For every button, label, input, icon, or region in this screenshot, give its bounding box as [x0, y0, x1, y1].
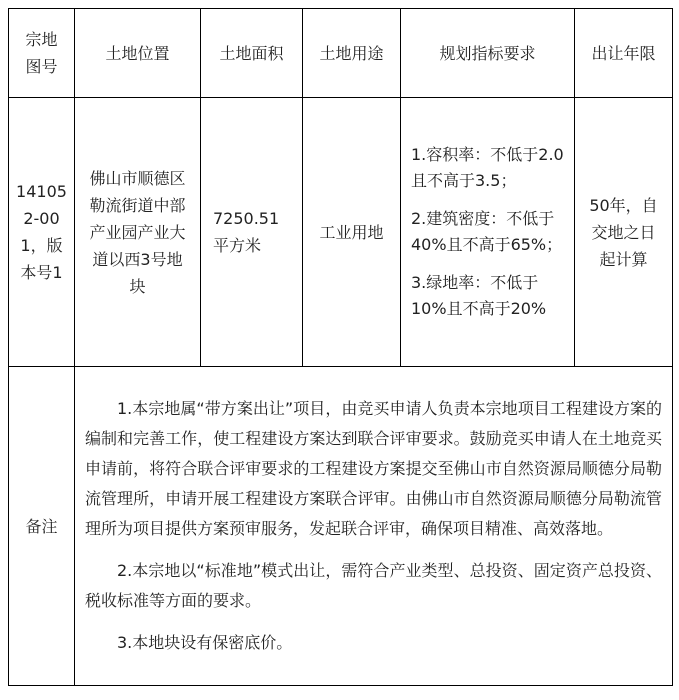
parcel-no-cell: 141052-001，版本号1	[9, 98, 75, 367]
plan-requirements-cell	[401, 98, 575, 367]
area-cell: 7250.51 平方米	[201, 98, 303, 367]
table-row	[9, 98, 673, 367]
notes-content	[75, 367, 673, 686]
header-term: 出让年限	[575, 9, 673, 98]
notes-label: 备注	[9, 367, 75, 686]
plan-item-floor-area-ratio: 1.容积率：不低于2.0且不高于3.5；	[411, 145, 564, 190]
header-use: 土地用途	[303, 9, 401, 98]
location-cell: 佛山市顺德区勒流街道中部产业园产业大道以西3号地块	[75, 98, 201, 367]
land-info-table	[8, 8, 673, 686]
plan-item-building-density: 2.建筑密度：不低于40%且不高于65%；	[411, 209, 563, 254]
term-cell: 50年，自交地之日起计算	[575, 98, 673, 367]
notes-row	[9, 367, 673, 686]
note-paragraph: 3.本地块设有保密底价。	[117, 633, 293, 652]
table-header-row	[9, 9, 673, 98]
note-paragraph: 2.本宗地以“标准地”模式出让，需符合产业类型、总投资、固定资产总投资、税收标准等方面的要求。	[85, 561, 662, 610]
note-paragraph: 1.本宗地属“带方案出让”项目，由竞买申请人负责本宗地项目工程建设方案的编制和完善工作，使工程建设方案达到联合评审要求。鼓励竞买申请人在土地竞买申请前，将符合联合评审要求的工程建设方案提交至佛山市自然资源局顺德分局勒流管理所，申请开展工程建设方案联合评审。由佛山市自然资源局顺德分局勒流管理所为项目提供方案预审服务，发起联合评审，确保项目精准、高效落地。	[85, 399, 662, 538]
header-location: 土地位置	[75, 9, 201, 98]
header-parcel-no: 宗地图号	[9, 9, 75, 98]
header-plan-requirements: 规划指标要求	[401, 9, 575, 98]
use-cell: 工业用地	[303, 98, 401, 367]
plan-item-green-ratio: 3.绿地率：不低于10%且不高于20%	[411, 273, 547, 318]
header-area: 土地面积	[201, 9, 303, 98]
